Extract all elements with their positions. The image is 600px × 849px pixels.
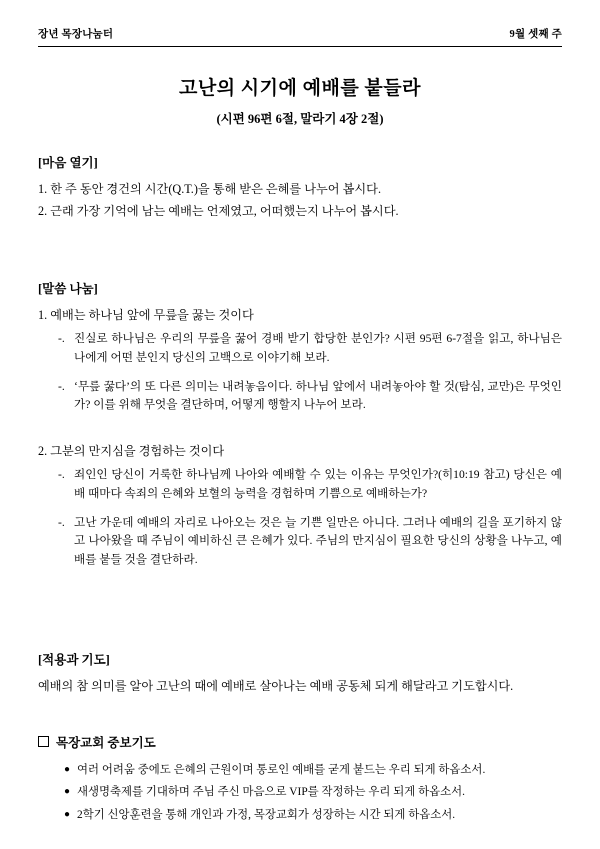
word-point-2-sub-2	[38, 514, 562, 570]
page-title: 고난의 시기에 예배를 붙들라	[179, 78, 421, 99]
prayer-item-text: 2학기 신앙훈련을 통해 개인과 가정, 목장교회가 성장하는 시간 되게 하옵소서.	[77, 808, 456, 821]
dash-marker-icon: -.	[58, 515, 65, 529]
section-heading-open-heart: [마음 열기]	[38, 156, 98, 170]
word-point-2-title: 2. 그분의 만지심을 경험하는 것이다	[38, 444, 225, 459]
word-point-1-sub-1	[38, 330, 562, 368]
header-title-left: 장년 목장나눔터	[38, 29, 114, 40]
list-item	[38, 806, 562, 824]
application-prayer-body: 예배의 참 의미를 알아 고난의 때에 예배로 살아나는 예배 공동체 되게 해달라고 기도합시다.	[38, 678, 514, 693]
sub-text: ‘무릎 꿇다’의 또 다른 의미는 내려놓음이다. 하나님 앞에서 내려놓아야 할 것(탐심, 교만)은 무엇인가? 이를 위해 무엇을 결단하며, 어떻게 행할지 나누어 보라.	[74, 379, 562, 412]
list-item	[38, 783, 562, 801]
sub-text: 죄인인 당신이 거룩한 하나님께 나아와 예배할 수 있는 이유는 무엇인가?(히10:19 참고) 당신은 예배 때마다 속죄의 은혜와 보혈의 능력을 경험하며 기쁨으로 예배하는가?	[74, 468, 562, 500]
spacer	[38, 580, 562, 624]
bullet-icon: ●	[64, 763, 71, 775]
prayer-item-text: 여러 어려움 중에도 은혜의 근원이며 통로인 예배를 굳게 붙드는 우리 되게 하옵소서.	[77, 763, 486, 776]
header-date-right: 9월 셋째 주	[509, 29, 562, 40]
dash-marker-icon: -.	[58, 468, 65, 482]
list-item	[38, 761, 562, 779]
open-heart-line-2: 2. 근래 가장 기억에 남는 예배는 언제였고, 어떠했는지 나누어 봅시다.	[38, 203, 399, 218]
prayer-section-heading	[38, 733, 562, 751]
section-heading-application-prayer: [적용과 기도]	[38, 652, 110, 667]
page-header	[38, 26, 562, 47]
spacer	[38, 425, 562, 441]
word-point-2-sub-1	[38, 466, 562, 504]
bullet-icon: ●	[64, 808, 71, 820]
open-heart-line-1: 1. 한 주 동안 경건의 시간(Q.T.)을 통해 받은 은혜를 나누어 봅시다.	[38, 182, 381, 196]
word-point-1-sub-2	[38, 378, 562, 416]
spacer	[38, 223, 562, 257]
word-point-1-title: 1. 예배는 하나님 앞에 무릎을 꿇는 것이다	[38, 307, 254, 322]
checkbox-icon	[38, 736, 49, 747]
sub-text: 진실로 하나님은 우리의 무릎을 꿇어 경배 받기 합당한 분인가? 시편 95편 6-7절을 읽고, 하나님은 나에게 어떤 분인지 당신의 고백으로 이야기해 보라.	[74, 331, 562, 364]
page-subtitle: (시편 96편 6절, 말라기 4장 2절)	[216, 112, 384, 126]
prayer-items-list	[38, 761, 562, 824]
section-heading-word-sharing: [말씀 나눔]	[38, 281, 98, 296]
dash-marker-icon: -.	[58, 331, 65, 345]
prayer-heading-label: 목장교회 중보기도	[56, 735, 156, 750]
prayer-item-text: 새생명축제를 기대하며 주님 주신 마음으로 VIP를 작정하는 우리 되게 하옵소서.	[77, 786, 465, 799]
dash-marker-icon: -.	[58, 379, 65, 393]
bullet-icon: ●	[64, 786, 71, 798]
sub-text: 고난 가운데 예배의 자리로 나아오는 것은 늘 기쁜 일만은 아니다. 그러나 예배의 길을 포기하지 않고 나아왔을 때 주님이 예비하신 큰 은혜가 있다. 주님의 만지심이 필요한 당신의 상황을 나누고, 예배를 붙들 것을 결단하라.	[74, 515, 562, 567]
